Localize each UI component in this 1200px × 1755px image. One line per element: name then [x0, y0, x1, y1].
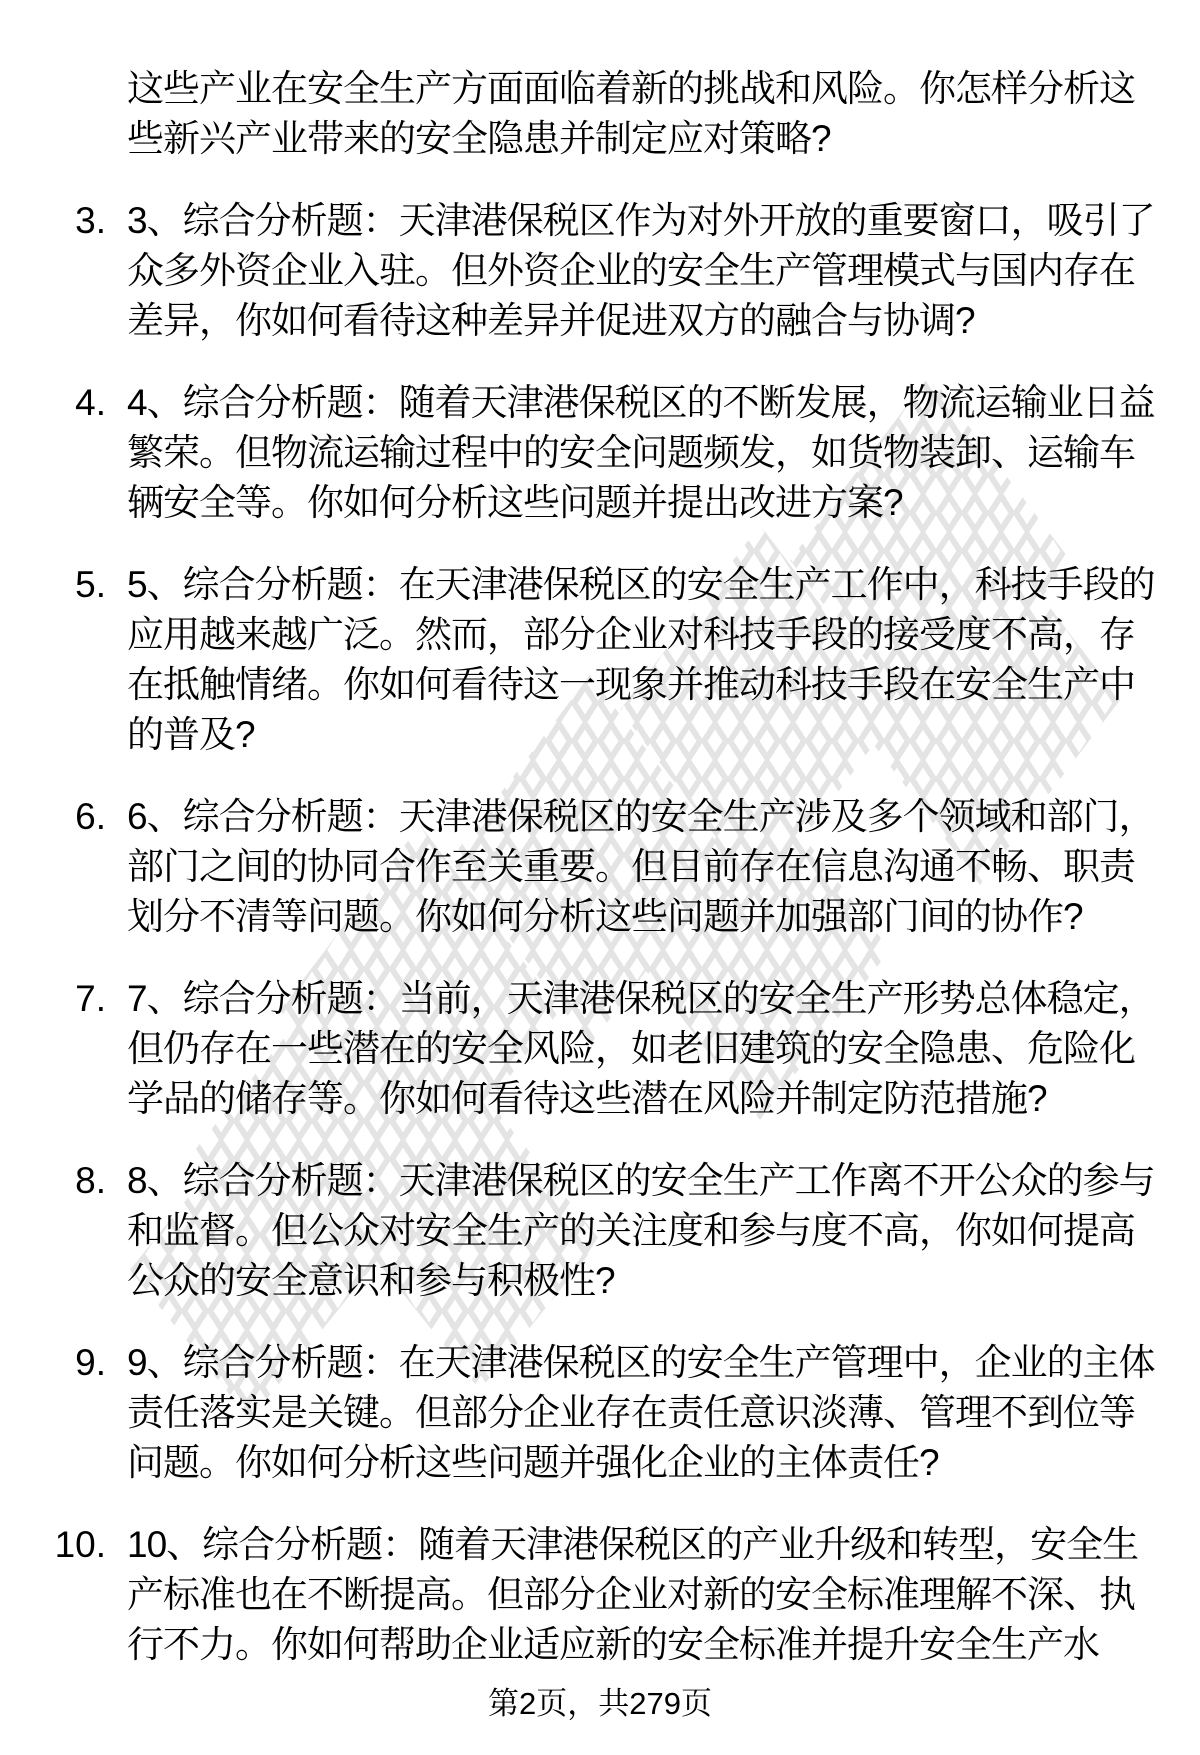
question-text-line: 差异，你如何看待这种差异并促进双方的融合与协调? — [127, 300, 975, 341]
question-text — [127, 378, 1187, 528]
question-text-line: 8、综合分析题：天津港保税区的安全生产工作离不开公众的参与 — [127, 1160, 1155, 1201]
question-text-line: 的普及? — [127, 714, 255, 755]
question-text-line: 10、综合分析题：随着天津港保税区的产业升级和转型，安全生 — [127, 1524, 1139, 1565]
list-marker: 7. — [75, 978, 106, 1019]
question-item-10 — [0, 1520, 1200, 1670]
question-text — [127, 792, 1187, 942]
list-marker: 10. — [54, 1524, 106, 1565]
question-text-line: 繁荣。但物流运输过程中的安全问题频发，如货物装卸、运输车 — [127, 432, 1135, 473]
question-text-line: 划分不清等问题。你如何分析这些问题并加强部门间的协作? — [127, 896, 1083, 937]
question-text-line: 众多外资企业入驻。但外资企业的安全生产管理模式与国内存在 — [127, 250, 1135, 291]
question-text — [127, 974, 1187, 1124]
question-text-line: 公众的安全意识和参与积极性? — [127, 1260, 615, 1301]
question-item-8 — [0, 1156, 1200, 1306]
question-text-line: 7、综合分析题：当前，天津港保税区的安全生产形势总体稳定， — [127, 978, 1155, 1019]
question-text — [127, 1338, 1187, 1488]
question-text-line: 行不力。你如何帮助企业适应新的安全标准并提升安全生产水 — [127, 1624, 1099, 1665]
question-item-4 — [0, 378, 1200, 528]
page-footer: 第2页，共279页 — [488, 1686, 712, 1721]
question-2-continuation — [127, 64, 1200, 164]
question-text — [127, 196, 1187, 346]
question-text-line: 但仍存在一些潜在的安全风险，如老旧建筑的安全隐患、危险化 — [127, 1028, 1135, 1069]
question-text-line: 9、综合分析题：在天津港保税区的安全生产管理中，企业的主体 — [127, 1342, 1155, 1383]
question-text — [127, 1156, 1187, 1306]
question-text-line: 在抵触情绪。你如何看待这一现象并推动科技手段在安全生产中 — [127, 664, 1135, 705]
question-text — [127, 560, 1187, 760]
question-list — [0, 64, 1200, 1670]
question-text-line: 4、综合分析题：随着天津港保税区的不断发展，物流运输业日益 — [127, 382, 1155, 423]
question-text — [127, 1520, 1187, 1670]
question-text-line: 责任落实是关键。但部分企业存在责任意识淡薄、管理不到位等 — [127, 1392, 1135, 1433]
list-marker: 6. — [75, 796, 106, 837]
question-text-line: 问题。你如何分析这些问题并强化企业的主体责任? — [127, 1442, 939, 1483]
question-text-line: 辆安全等。你如何分析这些问题并提出改进方案? — [127, 482, 903, 523]
question-text-line: 3、综合分析题：天津港保税区作为对外开放的重要窗口，吸引了 — [127, 200, 1155, 241]
question-item-9 — [0, 1338, 1200, 1488]
question-text-line: 学品的储存等。你如何看待这些潜在风险并制定防范措施? — [127, 1078, 1047, 1119]
question-item-5 — [0, 560, 1200, 760]
question-text-line: 5、综合分析题：在天津港保税区的安全生产工作中，科技手段的 — [127, 564, 1155, 605]
list-marker: 9. — [75, 1342, 106, 1383]
list-marker: 3. — [75, 200, 106, 241]
question-text-line: 这些产业在安全生产方面面临着新的挑战和风险。你怎样分析这 — [127, 68, 1135, 109]
list-marker: 8. — [75, 1160, 106, 1201]
question-text-line: 部门之间的协同合作至关重要。但目前存在信息沟通不畅、职责 — [127, 846, 1135, 887]
question-item-7 — [0, 974, 1200, 1124]
question-text-line: 6、综合分析题：天津港保税区的安全生产涉及多个领域和部门， — [127, 796, 1155, 837]
question-text-line: 和监督。但公众对安全生产的关注度和参与度不高，你如何提高 — [127, 1210, 1135, 1251]
question-text-line: 些新兴产业带来的安全隐患并制定应对策略? — [127, 118, 831, 159]
list-marker: 5. — [75, 564, 106, 605]
question-text-line: 应用越来越广泛。然而，部分企业对科技手段的接受度不高，存 — [127, 614, 1135, 655]
list-marker: 4. — [75, 382, 106, 423]
question-item-3 — [0, 196, 1200, 346]
question-item-6 — [0, 792, 1200, 942]
question-text-line: 产标准也在不断提高。但部分企业对新的安全标准理解不深、执 — [127, 1574, 1135, 1615]
